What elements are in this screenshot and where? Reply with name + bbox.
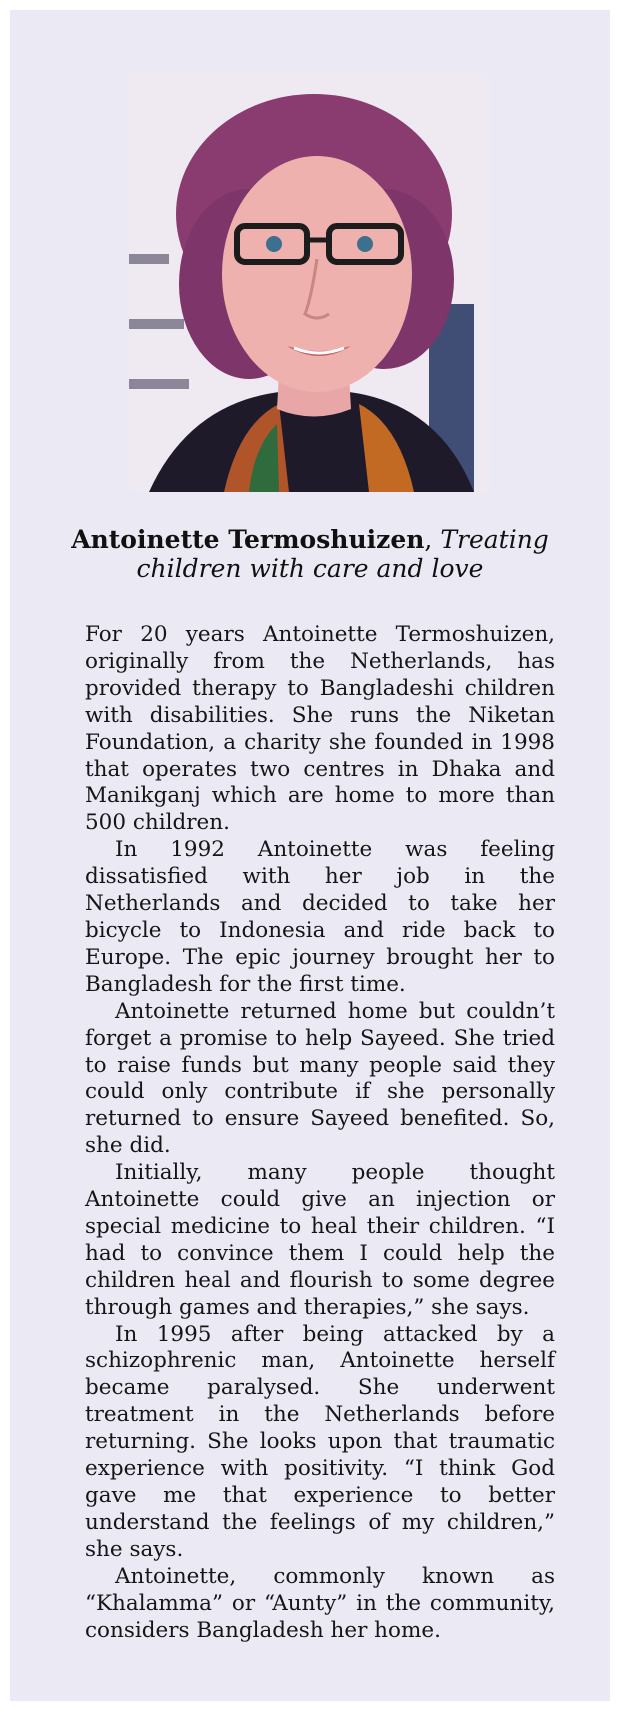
article-panel xyxy=(10,10,610,1701)
paragraph-4: Initially, many people thought Antoinette could give an injection or special medicine to heal their children. “I had to convince them I could help the children heal and flourish to some degree through games and therapies,” she says. xyxy=(85,1160,555,1320)
paragraph-6: Antoinette, commonly known as “Khalamma” or “Aunty” in the community, considers Bangladesh her home. xyxy=(85,1563,555,1643)
portrait-photo xyxy=(129,74,490,492)
portrait-illustration xyxy=(129,74,490,492)
caption-name: Antoinette Termoshuizen xyxy=(71,525,425,554)
article-body xyxy=(85,622,555,1644)
paragraph-5: In 1995 after being attacked by a schizophrenic man, Antoinette herself became paralysed. She underwent treatment in the Netherlands before returning. She looks upon that traumatic experience with positivity. “I think God gave me that experience to better understand the feelings of my children,” she says. xyxy=(85,1321,555,1562)
paragraph-1: For 20 years Antoinette Termoshuizen, originally from the Netherlands, has provided therapy to Bangladeshi children with disabilities. She runs the Niketan Foundation, a charity she founded in 1998 that operates two centres in Dhaka and Manikganj which are home to more than 500 children. xyxy=(85,622,555,836)
paragraph-3: Antoinette returned home but couldn’t forget a promise to help Sayeed. She tried to raise funds but many people said they could only contribute if she personally returned to ensure Sayeed benefited. So, she did. xyxy=(85,998,555,1159)
photo-caption xyxy=(60,525,560,583)
paragraph-2: In 1992 Antoinette was feeling dissatisfied with her job in the Netherlands and decided to take her bicycle to Indonesia and ride back to Europe. The epic journey brought her to Bangladesh for the first time. xyxy=(85,837,555,997)
caption-separator: , xyxy=(424,525,441,554)
caption-subtitle: Treating children with care and love xyxy=(136,525,549,583)
